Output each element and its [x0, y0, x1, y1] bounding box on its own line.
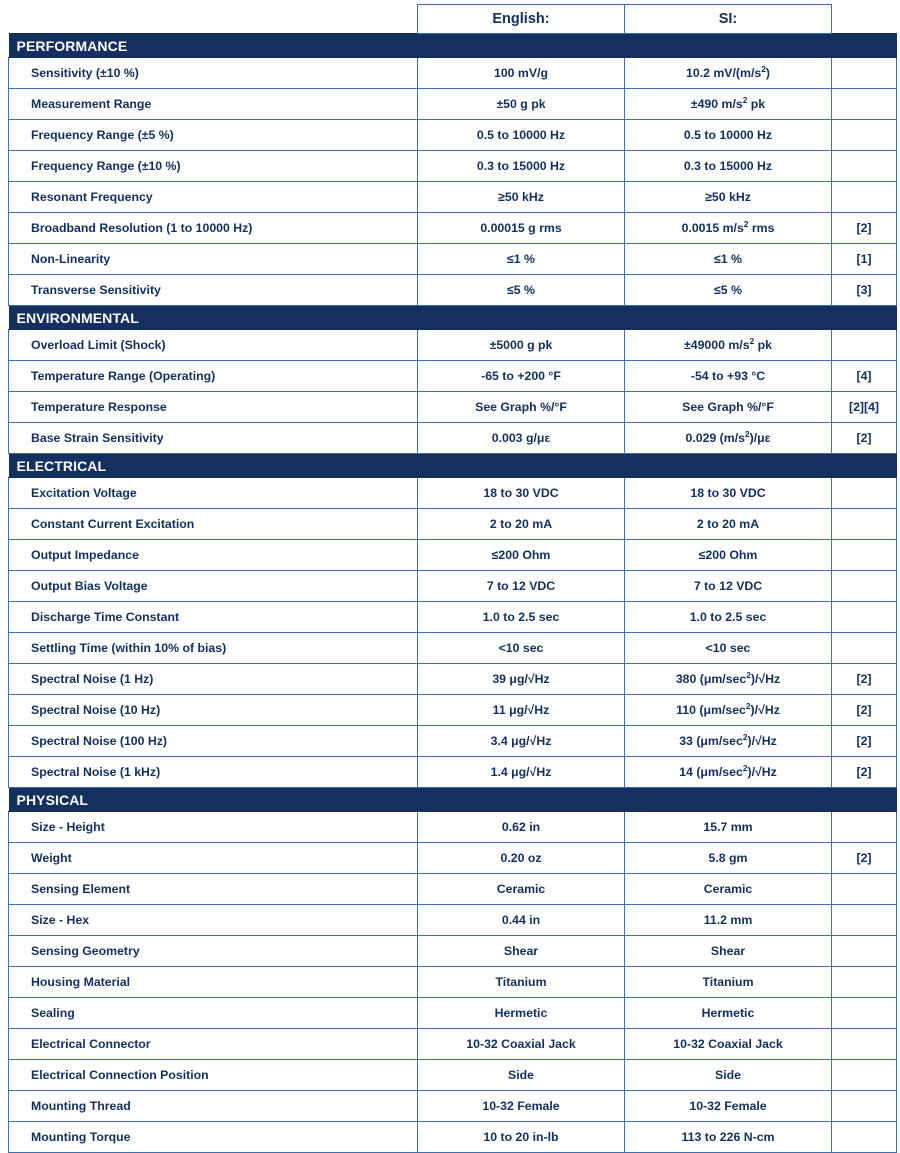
si-value: ≤5 % — [625, 275, 832, 306]
note-reference — [832, 998, 897, 1029]
parameter-label: Electrical Connection Position — [9, 1060, 418, 1091]
si-value: 0.029 $(m/s^2)/\mu\varepsilon$ — [625, 423, 832, 454]
english-value: Side — [418, 1060, 625, 1091]
specification-table — [8, 4, 897, 1153]
english-value: 0.003 g/με — [418, 423, 625, 454]
parameter-label: Spectral Noise (1 Hz) — [9, 664, 418, 695]
table-row — [9, 330, 897, 361]
english-value: Ceramic — [418, 874, 625, 905]
note-reference — [832, 571, 897, 602]
parameter-label: Mounting Torque — [9, 1122, 418, 1153]
english-value: ≤200 Ohm — [418, 540, 625, 571]
note-reference — [832, 967, 897, 998]
note-reference — [832, 120, 897, 151]
header-si-cell: SI: — [625, 5, 832, 34]
table-row — [9, 998, 897, 1029]
note-reference — [832, 874, 897, 905]
si-value: 113 to 226 N-cm — [625, 1122, 832, 1153]
note-reference: [2] — [832, 695, 897, 726]
parameter-label: Spectral Noise (1 kHz) — [9, 757, 418, 788]
parameter-label: Electrical Connector — [9, 1029, 418, 1060]
note-reference — [832, 633, 897, 664]
english-value: 1.4 μg/√Hz — [418, 757, 625, 788]
si-value: ±49000 $m/s^2$ pk — [625, 330, 832, 361]
si-value: 1.0 to 2.5 sec — [625, 602, 832, 633]
note-reference — [832, 1060, 897, 1091]
english-value: 10-32 Coaxial Jack — [418, 1029, 625, 1060]
si-value: 0.3 to 15000 Hz — [625, 151, 832, 182]
table-row — [9, 874, 897, 905]
note-reference: [2] — [832, 757, 897, 788]
english-value: 10-32 Female — [418, 1091, 625, 1122]
note-reference — [832, 58, 897, 89]
table-row — [9, 182, 897, 213]
table-row — [9, 244, 897, 275]
english-value: 0.3 to 15000 Hz — [418, 151, 625, 182]
si-value: 0.5 to 10000 Hz — [625, 120, 832, 151]
table-row — [9, 1122, 897, 1153]
table-row — [9, 120, 897, 151]
note-reference: [3] — [832, 275, 897, 306]
table-row — [9, 664, 897, 695]
note-reference — [832, 1029, 897, 1060]
parameter-label: Non-Linearity — [9, 244, 418, 275]
note-reference — [832, 182, 897, 213]
si-value: ≤200 Ohm — [625, 540, 832, 571]
table-header-row — [9, 5, 897, 34]
parameter-label: Sensing Element — [9, 874, 418, 905]
table-row — [9, 905, 897, 936]
english-value: <10 sec — [418, 633, 625, 664]
si-value: Shear — [625, 936, 832, 967]
si-value: Hermetic — [625, 998, 832, 1029]
header-parameter-cell — [9, 5, 418, 34]
parameter-label: Size - Hex — [9, 905, 418, 936]
english-value: 7 to 12 VDC — [418, 571, 625, 602]
si-value: <10 sec — [625, 633, 832, 664]
english-value: -65 to +200 °F — [418, 361, 625, 392]
parameter-label: Mounting Thread — [9, 1091, 418, 1122]
parameter-label: Transverse Sensitivity — [9, 275, 418, 306]
si-value: Ceramic — [625, 874, 832, 905]
table-row — [9, 602, 897, 633]
english-value: Titanium — [418, 967, 625, 998]
parameter-label: Frequency Range (±10 %) — [9, 151, 418, 182]
si-value: 10-32 Female — [625, 1091, 832, 1122]
note-reference: [2] — [832, 726, 897, 757]
note-reference — [832, 905, 897, 936]
table-row — [9, 757, 897, 788]
si-value: 110 $(\mu m/\sec^2)/√Hz$ — [625, 695, 832, 726]
parameter-label: Temperature Range (Operating) — [9, 361, 418, 392]
si-value: 2 to 20 mA — [625, 509, 832, 540]
si-value: Titanium — [625, 967, 832, 998]
si-value: 7 to 12 VDC — [625, 571, 832, 602]
parameter-label: Sensing Geometry — [9, 936, 418, 967]
english-value: 0.5 to 10000 Hz — [418, 120, 625, 151]
note-reference — [832, 509, 897, 540]
si-value: -54 to +93 °C — [625, 361, 832, 392]
table-row — [9, 89, 897, 120]
parameter-label: Output Bias Voltage — [9, 571, 418, 602]
parameter-label: Frequency Range (±5 %) — [9, 120, 418, 151]
english-value: 18 to 30 VDC — [418, 478, 625, 509]
table-row — [9, 361, 897, 392]
table-row — [9, 812, 897, 843]
si-value: ≥50 kHz — [625, 182, 832, 213]
parameter-label: Weight — [9, 843, 418, 874]
table-row — [9, 275, 897, 306]
table-row — [9, 967, 897, 998]
parameter-label: Output Impedance — [9, 540, 418, 571]
section-header-row — [9, 306, 897, 330]
table-row — [9, 151, 897, 182]
english-value: 0.20 oz — [418, 843, 625, 874]
english-value: 39 μg/√Hz — [418, 664, 625, 695]
note-reference: [4] — [832, 361, 897, 392]
si-value: ±490 $m/s^2$ pk — [625, 89, 832, 120]
si-value: 10-32 Coaxial Jack — [625, 1029, 832, 1060]
english-value: 100 mV/g — [418, 58, 625, 89]
english-value: 10 to 20 in-lb — [418, 1122, 625, 1153]
parameter-label: Spectral Noise (100 Hz) — [9, 726, 418, 757]
english-value: See Graph %/°F — [418, 392, 625, 423]
note-reference: [2] — [832, 843, 897, 874]
si-value: 33 $(\mu m/\sec^2)/√Hz$ — [625, 726, 832, 757]
english-value: ≥50 kHz — [418, 182, 625, 213]
parameter-label: Constant Current Excitation — [9, 509, 418, 540]
si-value: 380 $(\mu m/\sec^2)/√Hz$ — [625, 664, 832, 695]
english-value: 0.62 in — [418, 812, 625, 843]
table-row — [9, 843, 897, 874]
table-row — [9, 58, 897, 89]
parameter-label: Sealing — [9, 998, 418, 1029]
english-value: 1.0 to 2.5 sec — [418, 602, 625, 633]
note-reference: [1] — [832, 244, 897, 275]
note-reference — [832, 602, 897, 633]
si-value: 0.0015 $m/s^2$ rms — [625, 213, 832, 244]
parameter-label: Measurement Range — [9, 89, 418, 120]
english-value: 0.44 in — [418, 905, 625, 936]
parameter-label: Discharge Time Constant — [9, 602, 418, 633]
note-reference — [832, 478, 897, 509]
note-reference: [2] — [832, 423, 897, 454]
english-value: ±50 g pk — [418, 89, 625, 120]
parameter-label: Resonant Frequency — [9, 182, 418, 213]
header-notes-cell — [832, 5, 897, 34]
section-title: ENVIRONMENTAL — [9, 306, 897, 330]
table-row — [9, 1060, 897, 1091]
table-row — [9, 936, 897, 967]
note-reference — [832, 1122, 897, 1153]
parameter-label: Broadband Resolution (1 to 10000 Hz) — [9, 213, 418, 244]
table-row — [9, 509, 897, 540]
english-value: ±5000 g pk — [418, 330, 625, 361]
parameter-label: Settling Time (within 10% of bias) — [9, 633, 418, 664]
table-row — [9, 1091, 897, 1122]
parameter-label: Base Strain Sensitivity — [9, 423, 418, 454]
parameter-label: Overload Limit (Shock) — [9, 330, 418, 361]
si-value: 10.2 $mV/(m/s^2)$ — [625, 58, 832, 89]
english-value: Shear — [418, 936, 625, 967]
section-title: PERFORMANCE — [9, 34, 897, 58]
parameter-label: Temperature Response — [9, 392, 418, 423]
english-value: 0.00015 g rms — [418, 213, 625, 244]
table-row — [9, 726, 897, 757]
section-header-row — [9, 788, 897, 812]
english-value: ≤1 % — [418, 244, 625, 275]
section-header-row — [9, 34, 897, 58]
english-value: 11 μg/√Hz — [418, 695, 625, 726]
table-row — [9, 423, 897, 454]
section-title: PHYSICAL — [9, 788, 897, 812]
table-row — [9, 392, 897, 423]
parameter-label: Size - Height — [9, 812, 418, 843]
english-value: Hermetic — [418, 998, 625, 1029]
table-row — [9, 213, 897, 244]
note-reference: [2] — [832, 213, 897, 244]
table-body — [9, 5, 897, 1153]
note-reference — [832, 330, 897, 361]
note-reference: [2][4] — [832, 392, 897, 423]
si-value: Side — [625, 1060, 832, 1091]
table-row — [9, 1029, 897, 1060]
table-row — [9, 540, 897, 571]
header-english-cell: English: — [418, 5, 625, 34]
si-value: 18 to 30 VDC — [625, 478, 832, 509]
section-title: ELECTRICAL — [9, 454, 897, 478]
english-value: ≤5 % — [418, 275, 625, 306]
note-reference — [832, 812, 897, 843]
si-value: ≤1 % — [625, 244, 832, 275]
si-value: 14 $(\mu m/\sec^2)/√Hz$ — [625, 757, 832, 788]
parameter-label: Housing Material — [9, 967, 418, 998]
note-reference — [832, 151, 897, 182]
note-reference — [832, 89, 897, 120]
table-row — [9, 571, 897, 602]
note-reference: [2] — [832, 664, 897, 695]
parameter-label: Excitation Voltage — [9, 478, 418, 509]
table-row — [9, 633, 897, 664]
note-reference — [832, 540, 897, 571]
section-header-row — [9, 454, 897, 478]
parameter-label: Sensitivity (±10 %) — [9, 58, 418, 89]
table-row — [9, 478, 897, 509]
parameter-label: Spectral Noise (10 Hz) — [9, 695, 418, 726]
si-value: See Graph %/°F — [625, 392, 832, 423]
si-value: 5.8 gm — [625, 843, 832, 874]
note-reference — [832, 1091, 897, 1122]
english-value: 2 to 20 mA — [418, 509, 625, 540]
note-reference — [832, 936, 897, 967]
english-value: 3.4 μg/√Hz — [418, 726, 625, 757]
table-row — [9, 695, 897, 726]
si-value: 15.7 mm — [625, 812, 832, 843]
si-value: 11.2 mm — [625, 905, 832, 936]
